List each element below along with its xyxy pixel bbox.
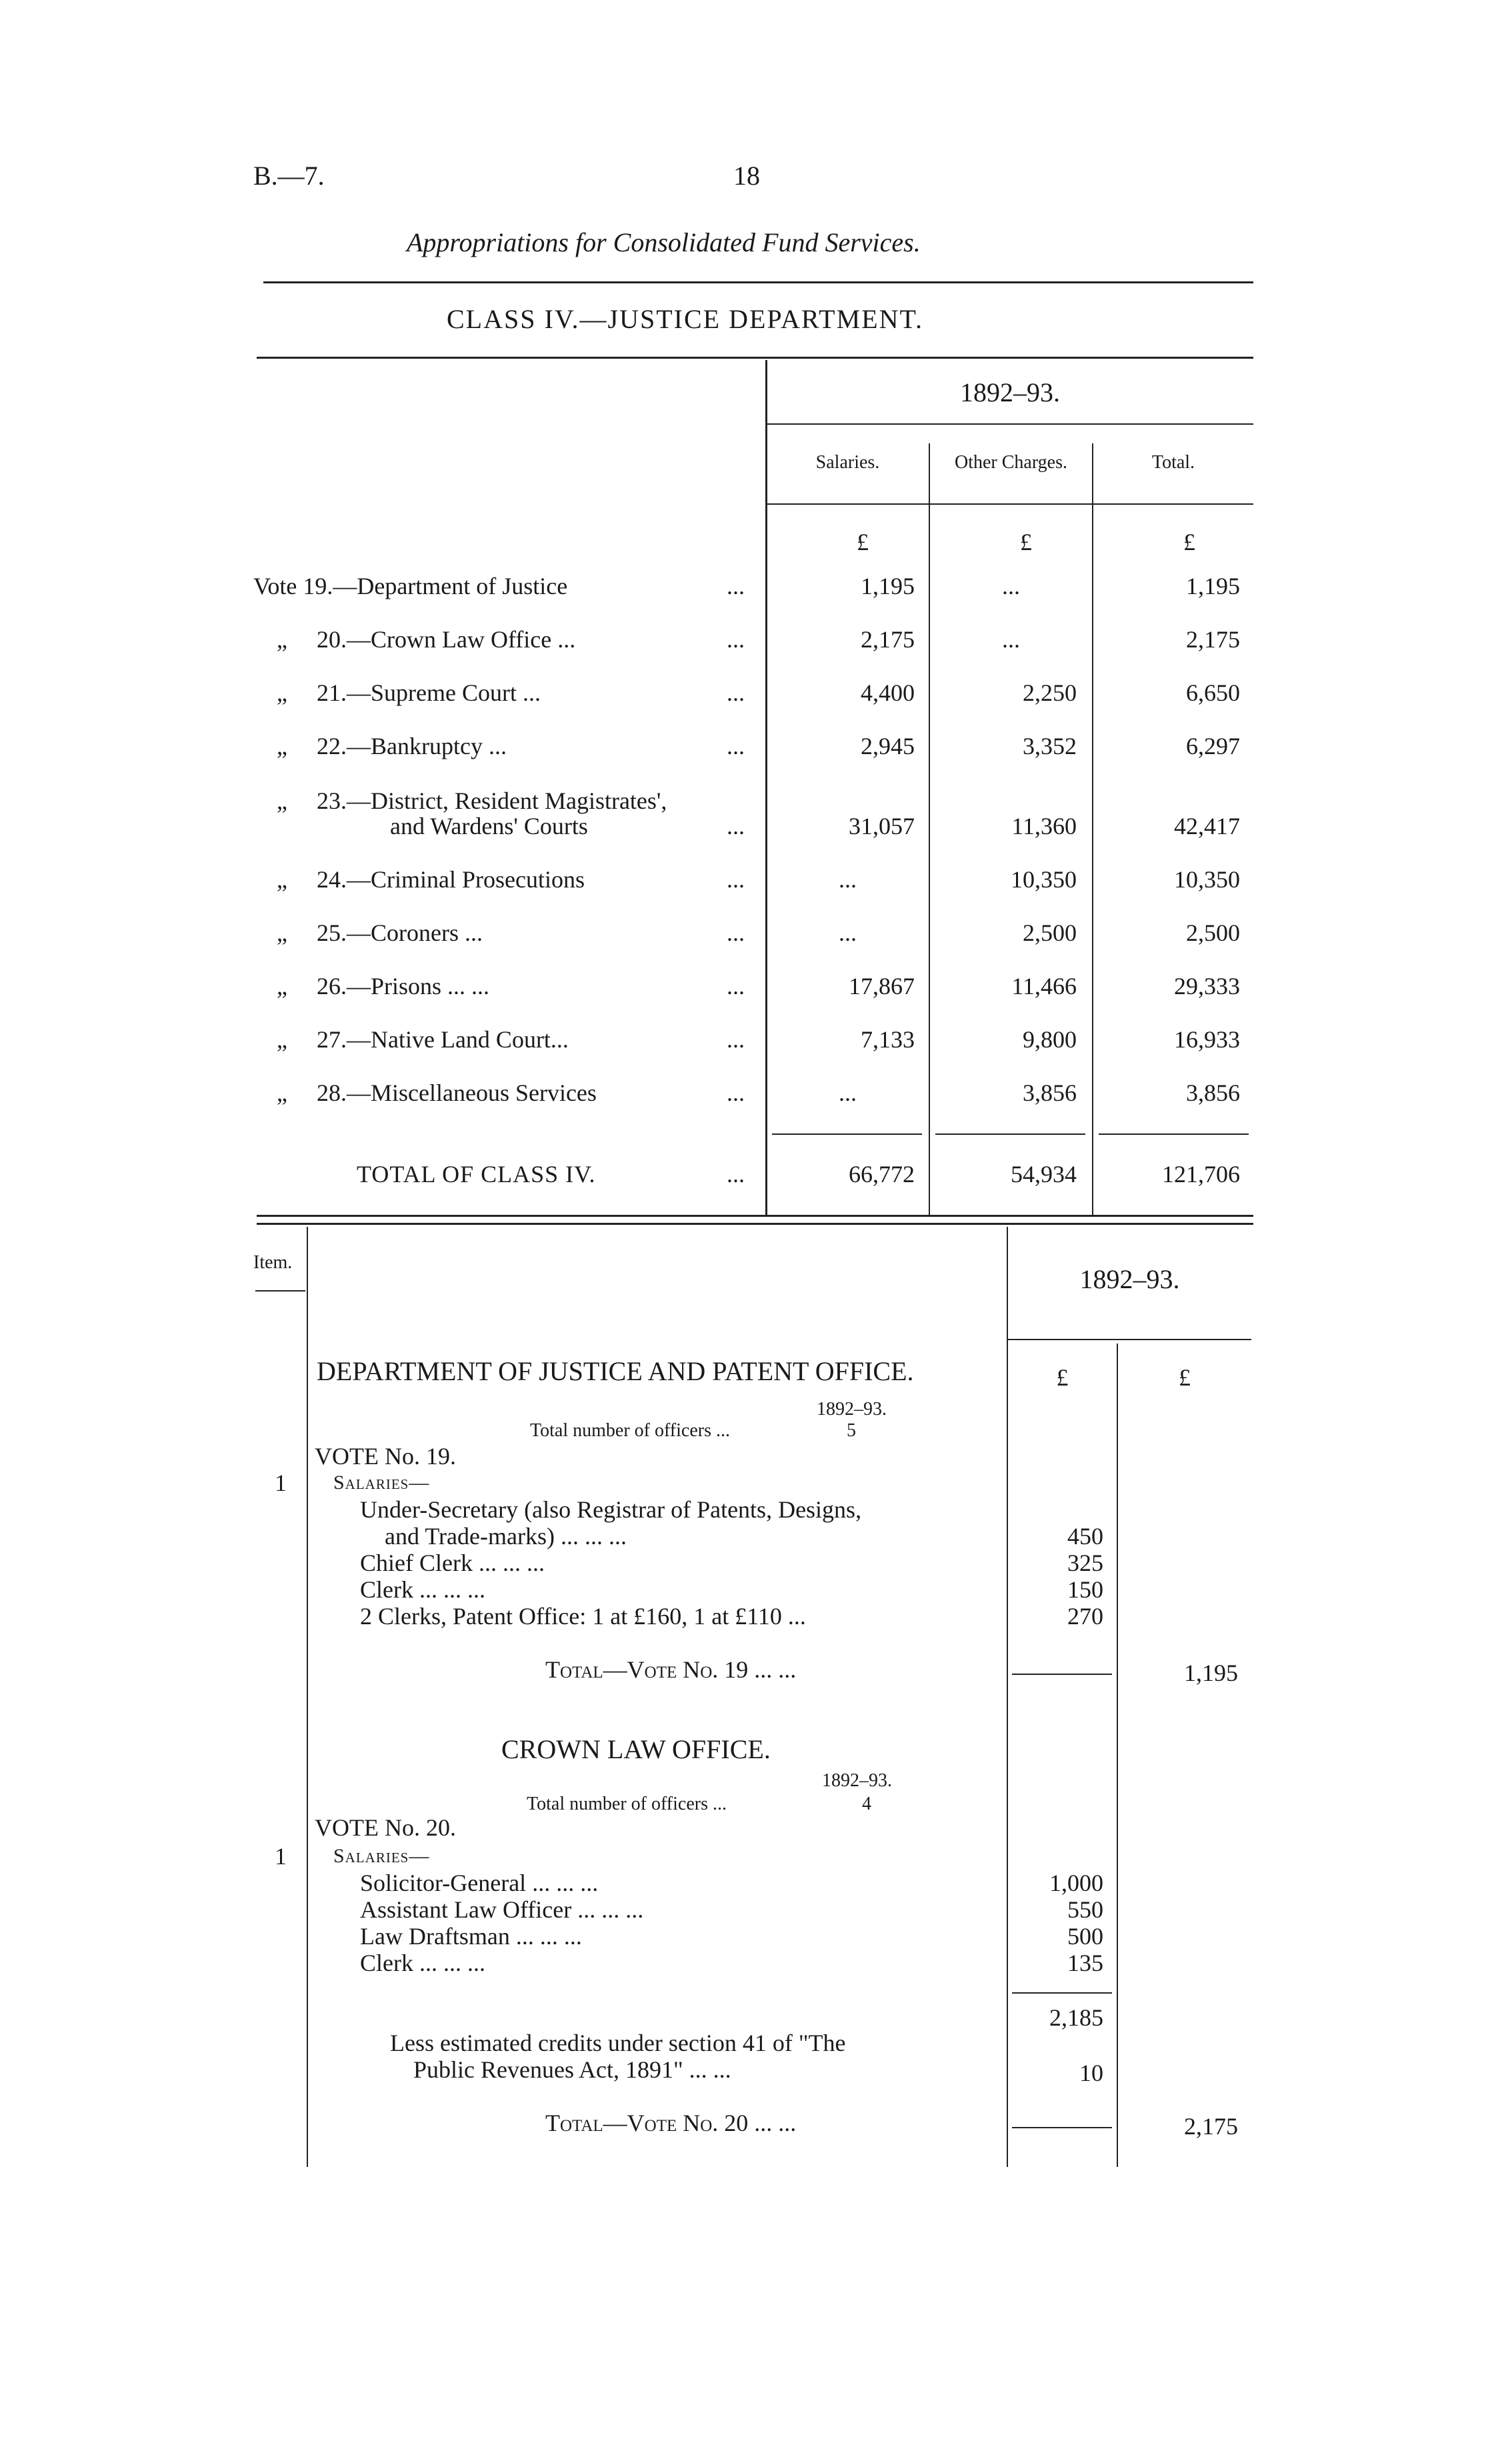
row-total: 3,856 (1186, 1079, 1240, 1106)
row-dots: ... (727, 919, 745, 946)
row-ditto: „ (277, 919, 287, 946)
total-salaries: 66,772 (849, 1161, 915, 1187)
row-dots: ... (727, 1079, 745, 1106)
row-total: 42,417 (1174, 813, 1240, 839)
justice-year-label: 1892–93. (817, 1399, 887, 1420)
line-text: Assistant Law Officer ... ... ... (360, 1896, 644, 1923)
row-total: 2,175 (1186, 626, 1240, 653)
row-salaries: 1,195 (861, 573, 915, 599)
item-header-rule (255, 1290, 305, 1292)
row-total: 10,350 (1174, 866, 1240, 893)
total-total: 121,706 (1162, 1161, 1240, 1187)
row-ditto: „ (277, 866, 287, 893)
line-amount: 270 (1067, 1603, 1103, 1630)
title-rule (263, 281, 1253, 283)
row-label: 20.—Crown Law Office ... (317, 626, 576, 653)
line-text-continued: and Trade-marks) ... ... ... (385, 1523, 627, 1550)
total-other: 54,934 (1011, 1161, 1077, 1187)
line-text: Under-Secretary (also Registrar of Patents, Designs, (360, 1496, 862, 1523)
crown-total-label: Total—Vote No. 20 ... ... (545, 2110, 797, 2136)
row-total: 6,297 (1186, 733, 1240, 759)
currency-total: £ (1183, 529, 1195, 555)
crown-salaries-label: Salaries— (333, 1845, 430, 1867)
row-label: 24.—Criminal Prosecutions (317, 866, 585, 893)
crown-year-label: 1892–93. (822, 1770, 892, 1791)
crown-subtotal: 2,185 (1049, 2004, 1103, 2031)
crown-subtotal-rule (1012, 1992, 1112, 1994)
line-text: 2 Clerks, Patent Office: 1 at £160, 1 at £110 ... (360, 1603, 806, 1630)
page-title: Appropriations for Consolidated Fund Services. (407, 227, 921, 257)
row-other: 11,360 (1011, 813, 1077, 839)
row-other: 10,350 (1011, 866, 1077, 893)
line-text: Clerk ... ... ... (360, 1950, 485, 1976)
row-other: 3,856 (1023, 1079, 1077, 1106)
line-amount: 150 (1067, 1576, 1103, 1603)
crown-less-label: Less estimated credits under section 41 of "The (390, 2030, 846, 2056)
total-dots: ... (727, 1161, 745, 1187)
row-dots: ... (727, 813, 745, 839)
crown-heading: CROWN LAW OFFICE. (501, 1734, 771, 1764)
justice-officers-label: Total number of officers ... (530, 1420, 730, 1441)
justice-total-label: Total—Vote No. 19 ... ... (545, 1656, 797, 1683)
row-salaries: 31,057 (849, 813, 915, 839)
row-salaries: 4,400 (861, 679, 915, 706)
row-total: 6,650 (1186, 679, 1240, 706)
row-dots: ... (727, 1026, 745, 1053)
row-label-continued: and Wardens' Courts (390, 813, 588, 839)
summary-year-rule (767, 423, 1253, 425)
row-label: 27.—Native Land Court... (317, 1026, 569, 1053)
detail-year: 1892–93. (1079, 1264, 1180, 1294)
total-rule-salaries (772, 1133, 922, 1135)
row-ditto: „ (277, 787, 287, 814)
row-salaries: ... (839, 1079, 857, 1106)
row-label: 22.—Bankruptcy ... (317, 733, 507, 759)
line-amount: 135 (1067, 1950, 1103, 1976)
total-rule-other (935, 1133, 1085, 1135)
justice-total: 1,195 (1184, 1660, 1238, 1686)
row-dots: ... (727, 973, 745, 999)
crown-less-amount: 10 (1079, 2060, 1103, 2086)
row-other: 3,352 (1023, 733, 1077, 759)
row-ditto: „ (277, 973, 287, 999)
row-total: 16,933 (1174, 1026, 1240, 1053)
justice-officers-count: 5 (847, 1420, 856, 1441)
crown-officers-label: Total number of officers ... (527, 1794, 727, 1814)
line-text: Solicitor-General ... ... ... (360, 1870, 599, 1896)
row-dots: ... (727, 866, 745, 893)
summary-header-rule (767, 503, 1253, 505)
row-label: 28.—Miscellaneous Services (317, 1079, 597, 1106)
row-ditto: „ (277, 1079, 287, 1106)
row-other: ... (1002, 573, 1020, 599)
detail-currency-b: £ (1179, 1364, 1191, 1391)
justice-vote: VOTE No. 19. (315, 1443, 456, 1470)
class-rule (257, 357, 1253, 359)
row-other: 9,800 (1023, 1026, 1077, 1053)
item-column-rule (307, 1227, 308, 2167)
line-text: Chief Clerk ... ... ... (360, 1550, 545, 1576)
row-label: 26.—Prisons ... ... (317, 973, 490, 999)
row-salaries: 2,945 (861, 733, 915, 759)
line-amount: 550 (1067, 1896, 1103, 1923)
row-other: 11,466 (1011, 973, 1077, 999)
crown-item-number: 1 (275, 1843, 287, 1870)
row-ditto: „ (277, 626, 287, 653)
row-dots: ... (727, 733, 745, 759)
summary-year: 1892–93. (960, 377, 1060, 407)
col-header-salaries: Salaries. (815, 452, 880, 473)
row-ditto: „ (277, 1026, 287, 1053)
row-total: 29,333 (1174, 973, 1240, 999)
line-amount: 500 (1067, 1923, 1103, 1950)
detail-currency-a: £ (1056, 1364, 1069, 1391)
total-label: TOTAL OF CLASS IV. (357, 1161, 596, 1187)
row-label: 23.—District, Resident Magistrates', (317, 787, 667, 814)
currency-other: £ (1020, 529, 1032, 555)
document-ref: B.—7. (253, 161, 325, 191)
row-salaries: 17,867 (849, 973, 915, 999)
crown-total-rule (1012, 2127, 1112, 2128)
row-other: 2,250 (1023, 679, 1077, 706)
section-double-rule-bottom (257, 1223, 1253, 1225)
row-salaries: ... (839, 866, 857, 893)
row-ditto: „ (277, 733, 287, 759)
justice-heading: DEPARTMENT OF JUSTICE AND PATENT OFFICE. (317, 1356, 914, 1386)
row-other: ... (1002, 626, 1020, 653)
row-salaries: ... (839, 919, 857, 946)
crown-vote: VOTE No. 20. (315, 1814, 456, 1841)
row-ditto: „ (277, 679, 287, 706)
line-amount: 450 (1067, 1523, 1103, 1550)
col-header-total: Total. (1151, 452, 1195, 473)
crown-total: 2,175 (1184, 2113, 1238, 2140)
row-other: 2,500 (1023, 919, 1077, 946)
item-header: Item. (253, 1252, 293, 1273)
class-title: CLASS IV.—JUSTICE DEPARTMENT. (447, 304, 923, 334)
row-label: 21.—Supreme Court ... (317, 679, 541, 706)
detail-year-rule (1008, 1339, 1251, 1340)
total-rule-total (1099, 1133, 1249, 1135)
row-total: 2,500 (1186, 919, 1240, 946)
amount-column-rule-2 (1117, 1344, 1118, 2167)
line-amount: 325 (1067, 1550, 1103, 1576)
line-amount: 1,000 (1049, 1870, 1103, 1896)
section-double-rule-top (257, 1215, 1253, 1217)
crown-officers-count: 4 (862, 1794, 871, 1814)
row-dots: ... (727, 679, 745, 706)
justice-item-number: 1 (275, 1470, 287, 1496)
crown-less-label-continued: Public Revenues Act, 1891" ... ... (413, 2056, 731, 2083)
row-total: 1,195 (1186, 573, 1240, 599)
row-label: 25.—Coroners ... (317, 919, 483, 946)
line-text: Clerk ... ... ... (360, 1576, 485, 1603)
row-label: Vote 19.—Department of Justice (253, 573, 568, 599)
page-number: 18 (733, 161, 760, 191)
currency-salaries: £ (857, 529, 869, 555)
row-salaries: 7,133 (861, 1026, 915, 1053)
justice-salaries-label: Salaries— (333, 1472, 430, 1494)
row-salaries: 2,175 (861, 626, 915, 653)
line-text: Law Draftsman ... ... ... (360, 1923, 582, 1950)
justice-total-rule (1012, 1674, 1112, 1675)
col-header-other: Other Charges. (955, 452, 1067, 473)
row-dots: ... (727, 573, 745, 599)
row-dots: ... (727, 626, 745, 653)
